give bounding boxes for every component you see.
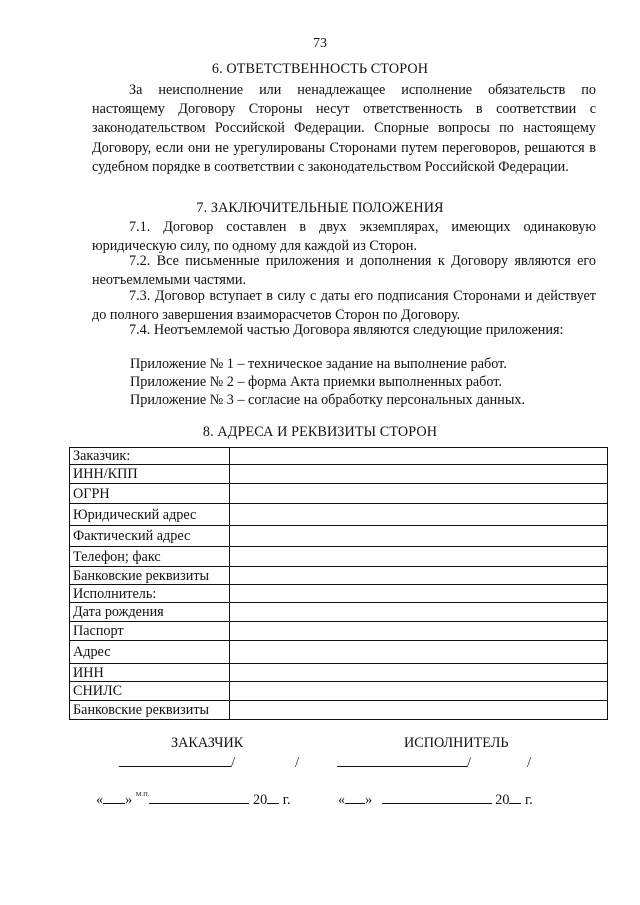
row-label: ИНН [70, 664, 230, 682]
slash: / [231, 755, 235, 771]
section-6-text: За неисполнение или ненадлежащее исполнение обязательств по настоящему Договору Стороны несут ответственность в соответствии с законодательством Российской Федерации. Спорные вопросы по настоящему Договору, если они не урегулированы Сторонами путем переговоров, решаются в судебном порядке в соответствии с законодательством Российской Федерации. [92, 82, 596, 175]
table-row [70, 701, 608, 720]
slash: / [294, 755, 299, 771]
clause-7-1: 7.1. Договор составлен в двух экземплярах, имеющих одинаковую юридическую силу, по одному для каждой из Сторон. [92, 219, 596, 255]
row-label: Юридический адрес [70, 504, 230, 526]
row-value [230, 622, 608, 641]
row-label: Банковские реквизиты [70, 701, 230, 720]
table-row [70, 504, 608, 526]
row-value [230, 603, 608, 622]
row-label: Исполнитель: [70, 585, 230, 603]
table-row [70, 526, 608, 547]
stamp-mark: М.П. [135, 791, 150, 798]
row-label: Банковские реквизиты [70, 567, 230, 585]
row-value [230, 664, 608, 682]
row-value [230, 465, 608, 484]
contractor-signature-label: ИСПОЛНИТЕЛЬ [404, 735, 509, 751]
day-blank [103, 789, 125, 804]
clause-7-3: 7.3. Договор вступает в силу с даты его подписания Сторонами и действует до полного завершения взаиморасчетов Сторон по Договору. [92, 288, 596, 324]
row-label: ИНН/КПП [70, 465, 230, 484]
table-row [70, 465, 608, 484]
row-label: Адрес [70, 641, 230, 664]
requisites-table [69, 447, 608, 720]
row-label: Заказчик: [70, 448, 230, 465]
appendix-3: Приложение № 3 – согласие на обработку персональных данных. [130, 392, 526, 408]
clause-7-4: 7.4. Неотъемлемой частью Договора являются следующие приложения: [129, 322, 564, 338]
row-label: Паспорт [70, 622, 230, 641]
table-row [70, 641, 608, 664]
row-label: Дата рождения [70, 603, 230, 622]
table-row [70, 547, 608, 567]
row-label: СНИЛС [70, 682, 230, 701]
contractor-date-line: « » 20 г. [338, 789, 533, 809]
row-value [230, 701, 608, 720]
slash: / [467, 755, 471, 771]
customer-signature-line [119, 752, 299, 772]
year-blank [509, 789, 521, 804]
table-row [70, 567, 608, 585]
row-value [230, 547, 608, 567]
slash: / [526, 755, 531, 771]
table-row [70, 664, 608, 682]
day-blank [345, 789, 365, 804]
row-value [230, 526, 608, 547]
year-blank [267, 789, 279, 804]
row-value [230, 448, 608, 465]
table-row [70, 603, 608, 622]
appendix-2: Приложение № 2 – форма Акта приемки выполненных работ. [130, 374, 502, 390]
row-value [230, 567, 608, 585]
section-7-title: 7. ЗАКЛЮЧИТЕЛЬНЫЕ ПОЛОЖЕНИЯ [196, 200, 444, 216]
table-row [70, 682, 608, 701]
row-value [230, 682, 608, 701]
customer-signature-label: ЗАКАЗЧИК [171, 735, 244, 751]
row-label: ОГРН [70, 484, 230, 504]
month-blank [149, 789, 249, 804]
page-number: 73 [313, 36, 327, 51]
table-row [70, 448, 608, 465]
signature-blank [119, 752, 231, 767]
row-label: Телефон; факс [70, 547, 230, 567]
table-row [70, 484, 608, 504]
clause-7-2: 7.2. Все письменные приложения и дополнения к Договору являются его неотъемлемыми частями. [92, 253, 596, 289]
row-label: Фактический адрес [70, 526, 230, 547]
appendix-1: Приложение № 1 – техническое задание на выполнение работ. [130, 356, 507, 372]
month-blank [382, 789, 492, 804]
customer-date-line: « » $^{М.П.}$ 20 г. [96, 791, 291, 808]
section-6-title: 6. ОТВЕТСТВЕННОСТЬ СТОРОН [211, 61, 429, 77]
signature-blank [337, 752, 467, 767]
table-row [70, 622, 608, 641]
row-value [230, 504, 608, 526]
row-value [230, 585, 608, 603]
section-8-title: 8. АДРЕСА И РЕКВИЗИТЫ СТОРОН [202, 424, 438, 440]
row-value [230, 484, 608, 504]
table-row [70, 585, 608, 603]
row-value [230, 641, 608, 664]
contractor-signature-line [337, 752, 531, 772]
